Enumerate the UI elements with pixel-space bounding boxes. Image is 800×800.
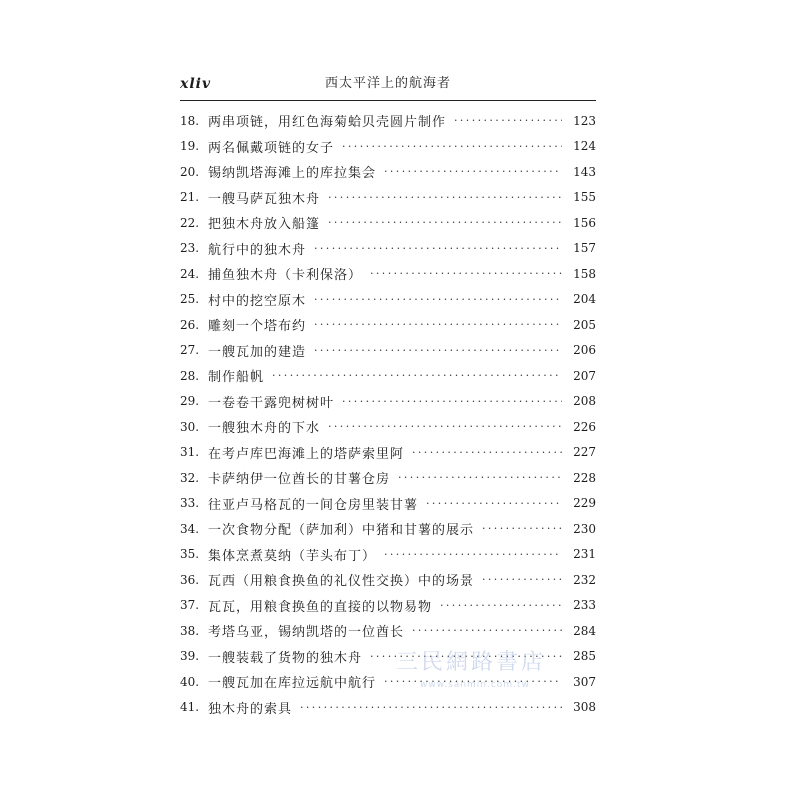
toc-entry	[180, 210, 596, 236]
toc-entry	[180, 465, 596, 491]
entry-title: 村中的挖空原木	[208, 293, 307, 309]
dot-leader	[328, 216, 562, 229]
entry-title: 捕鱼独木舟（卡利保洛）	[208, 268, 363, 284]
entry-page: 206	[573, 343, 596, 358]
entry-title: 独木舟的索具	[208, 701, 293, 717]
entry-title: 航行中的独木舟	[208, 242, 307, 258]
entry-number: 39.	[180, 649, 200, 664]
entry-title: 在考卢库巴海滩上的塔萨索里阿	[208, 446, 405, 462]
entry-title: 瓦瓦，用粮食换鱼的直接的以物易物	[208, 599, 433, 615]
entry-number: 19.	[180, 139, 200, 154]
entry-number: 24.	[180, 266, 200, 281]
entry-title: 制作船帆	[208, 370, 265, 386]
header-rule	[180, 100, 596, 101]
entry-number: 33.	[180, 496, 200, 511]
dot-leader	[314, 293, 562, 306]
entry-page: 226	[573, 419, 596, 434]
dot-leader	[300, 701, 562, 714]
entry-number: 36.	[180, 572, 200, 587]
entry-number: 30.	[180, 419, 200, 434]
toc-entry	[180, 287, 596, 313]
entry-number: 40.	[180, 674, 200, 689]
entry-page: 285	[573, 649, 596, 664]
entry-number: 18.	[180, 113, 200, 128]
toc-entry	[180, 236, 596, 262]
page-number: xliv	[180, 76, 212, 92]
entry-number: 27.	[180, 343, 200, 358]
entry-number: 32.	[180, 470, 200, 485]
dot-leader	[412, 624, 562, 637]
entry-number: 22.	[180, 215, 200, 230]
entry-page: 123	[573, 113, 596, 128]
entry-page: 228	[573, 470, 596, 485]
entry-page: 143	[573, 164, 596, 179]
toc-entry	[180, 312, 596, 338]
entry-title: 一艘马萨瓦独木舟	[208, 191, 321, 207]
dot-leader	[370, 267, 562, 280]
toc-entry	[180, 440, 596, 466]
dot-leader	[272, 369, 562, 382]
entry-page: 284	[573, 623, 596, 638]
toc-entry	[180, 593, 596, 619]
entry-number: 26.	[180, 317, 200, 332]
entry-page: 231	[573, 547, 596, 562]
entry-title: 集体烹煮莫纳（芋头布丁）	[208, 548, 377, 564]
dot-leader	[482, 573, 562, 586]
toc-entry	[180, 134, 596, 160]
toc-entry	[180, 363, 596, 389]
entry-number: 31.	[180, 445, 200, 460]
entry-title: 往亚卢马格瓦的一间仓房里装甘薯	[208, 497, 419, 513]
entry-title: 一艘独木舟的下水	[208, 421, 321, 437]
entry-number: 29.	[180, 394, 200, 409]
running-title: 西太平洋上的航海者	[324, 76, 451, 91]
dot-leader	[384, 548, 562, 561]
entry-title: 两串项链，用红色海菊蛤贝壳圆片制作	[208, 115, 447, 131]
entry-page: 229	[573, 496, 596, 511]
entry-page: 207	[573, 368, 596, 383]
entry-page: 232	[573, 572, 596, 587]
entry-number: 25.	[180, 292, 200, 307]
entry-page: 158	[573, 266, 596, 281]
toc-entry	[180, 338, 596, 364]
entry-number: 23.	[180, 241, 200, 256]
watermark-url: www.sanmin.com.tw	[420, 680, 530, 690]
dot-leader	[342, 140, 562, 153]
entry-page: 230	[573, 521, 596, 536]
dot-leader	[426, 497, 562, 510]
entry-title: 一卷卷干露兜树树叶	[208, 395, 335, 411]
entry-title: 把独木舟放入船篷	[208, 217, 321, 233]
dot-leader	[384, 165, 562, 178]
dot-leader	[314, 318, 562, 331]
entry-page: 308	[573, 700, 596, 715]
dot-leader	[412, 446, 562, 459]
illustration-list	[180, 108, 596, 720]
entry-title: 一次食物分配（萨加利）中猪和甘薯的展示	[208, 523, 475, 539]
dot-leader	[398, 471, 562, 484]
entry-title: 两名佩戴项链的女子	[208, 140, 335, 156]
entry-title: 卡萨纳伊一位酋长的甘薯仓房	[208, 472, 391, 488]
entry-number: 38.	[180, 623, 200, 638]
toc-entry	[180, 261, 596, 287]
entry-number: 37.	[180, 598, 200, 613]
entry-page: 307	[573, 674, 596, 689]
entry-title: 瓦西（用粮食换鱼的礼仪性交换）中的场景	[208, 574, 475, 590]
toc-entry	[180, 159, 596, 185]
toc-entry	[180, 695, 596, 721]
dot-leader	[314, 344, 562, 357]
toc-entry	[180, 542, 596, 568]
entry-title: 考塔乌亚，锡纳凯塔的一位酋长	[208, 625, 405, 641]
toc-entry	[180, 185, 596, 211]
toc-entry	[180, 389, 596, 415]
entry-number: 20.	[180, 164, 200, 179]
dot-leader	[454, 114, 562, 127]
dot-leader	[328, 191, 562, 204]
toc-entry	[180, 414, 596, 440]
entry-title: 一艘装载了货物的独木舟	[208, 650, 363, 666]
dot-leader	[314, 242, 562, 255]
entry-title: 一艘瓦加在库拉远航中航行	[208, 676, 377, 692]
entry-number: 34.	[180, 521, 200, 536]
toc-entry	[180, 516, 596, 542]
entry-title: 锡纳凯塔海滩上的库拉集会	[208, 166, 377, 182]
entry-page: 157	[573, 241, 596, 256]
watermark: 三民網路書店	[396, 650, 547, 675]
entry-page: 208	[573, 394, 596, 409]
dot-leader	[328, 420, 562, 433]
entry-page: 205	[573, 317, 596, 332]
entry-page: 233	[573, 598, 596, 613]
toc-entry	[180, 618, 596, 644]
toc-entry	[180, 108, 596, 134]
entry-page: 156	[573, 215, 596, 230]
entry-number: 21.	[180, 190, 200, 205]
entry-page: 155	[573, 190, 596, 205]
entry-page: 227	[573, 445, 596, 460]
entry-title: 一艘瓦加的建造	[208, 344, 307, 360]
toc-entry	[180, 491, 596, 517]
entry-page: 204	[573, 292, 596, 307]
entry-page: 124	[573, 139, 596, 154]
entry-number: 41.	[180, 700, 200, 715]
entry-number: 28.	[180, 368, 200, 383]
dot-leader	[440, 599, 562, 612]
page-header	[180, 73, 596, 95]
entry-title: 雕刻一个塔布约	[208, 319, 307, 335]
dot-leader	[342, 395, 562, 408]
dot-leader	[482, 522, 562, 535]
toc-entry	[180, 567, 596, 593]
entry-number: 35.	[180, 547, 200, 562]
